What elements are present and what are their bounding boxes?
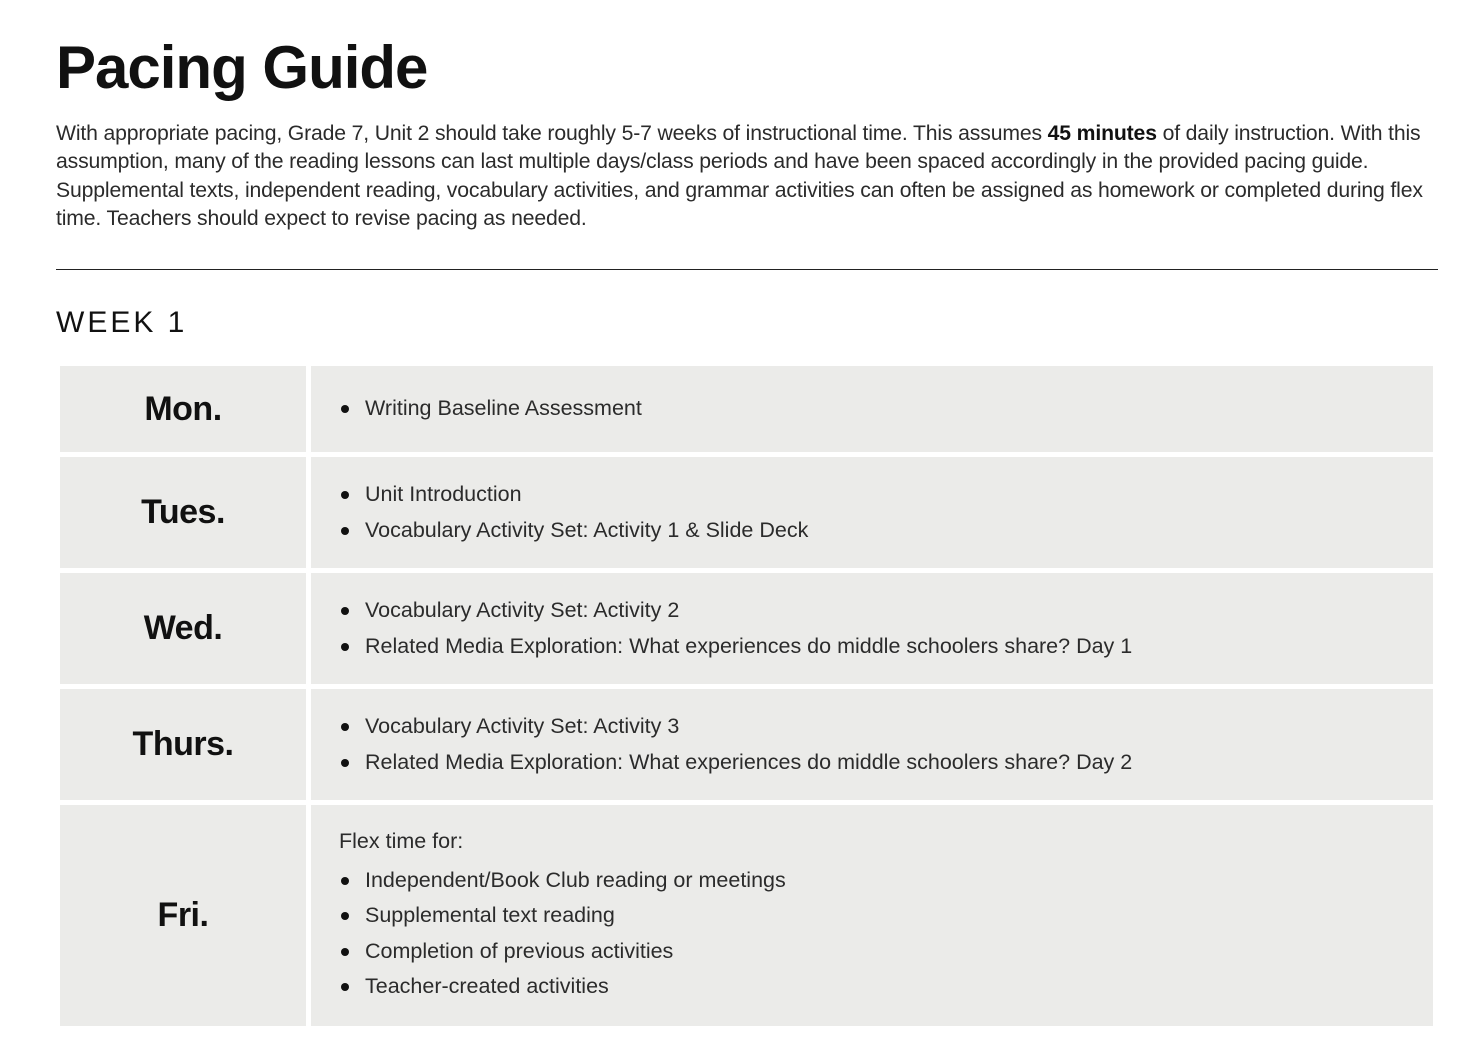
intro-text-after: of daily instruction. With this assumption, many of the reading lessons can last multiple days/class periods and have been spaced accordingly in the provided pacing guide. Supplemental texts, independent reading, vocabulary activities, and grammar activities can often be assigned as homework or completed during flex time. Teachers should expect to revise pacing as needed. bbox=[56, 122, 1423, 230]
flex-time-intro: Flex time for: bbox=[339, 828, 464, 853]
schedule-row-fri bbox=[60, 805, 1433, 1026]
list-item bbox=[339, 969, 1433, 1005]
bullet-icon bbox=[341, 643, 349, 651]
list-item bbox=[339, 593, 1433, 629]
day-content-fri bbox=[311, 805, 1433, 1026]
activity-text: Unit Introduction bbox=[365, 482, 522, 506]
activity-text: Vocabulary Activity Set: Activity 3 bbox=[365, 714, 680, 738]
bullet-icon bbox=[341, 948, 349, 956]
bullet-icon bbox=[341, 607, 349, 615]
week-heading: WEEK 1 bbox=[56, 306, 188, 339]
bullet-icon bbox=[341, 527, 349, 535]
activity-text: Supplemental text reading bbox=[365, 903, 615, 927]
bullet-icon bbox=[341, 912, 349, 920]
list-item bbox=[339, 934, 1433, 970]
bullet-icon bbox=[341, 405, 349, 413]
activity-text: Writing Baseline Assessment bbox=[365, 396, 642, 421]
day-label-mon: Mon. bbox=[60, 366, 306, 452]
day-content-mon bbox=[311, 366, 1433, 452]
activity-list bbox=[339, 709, 1433, 780]
page-title: Pacing Guide bbox=[56, 34, 428, 101]
activity-list bbox=[339, 863, 1433, 1005]
day-label-tues: Tues. bbox=[60, 457, 306, 568]
schedule-row-tues bbox=[60, 457, 1433, 568]
bullet-icon bbox=[341, 877, 349, 885]
bullet-icon bbox=[341, 723, 349, 731]
day-label-wed: Wed. bbox=[60, 573, 306, 684]
schedule-row-thurs bbox=[60, 689, 1433, 800]
schedule-row-mon bbox=[60, 366, 1433, 452]
bullet-icon bbox=[341, 983, 349, 991]
activity-list bbox=[339, 593, 1433, 664]
activity-list bbox=[339, 391, 1433, 427]
intro-paragraph bbox=[56, 120, 1440, 233]
day-content-tues bbox=[311, 457, 1433, 568]
day-content-wed bbox=[311, 573, 1433, 684]
day-content-thurs bbox=[311, 689, 1433, 800]
list-item bbox=[339, 863, 1433, 899]
list-item bbox=[339, 391, 1433, 427]
bullet-icon bbox=[341, 491, 349, 499]
list-item bbox=[339, 477, 1433, 513]
section-divider bbox=[56, 269, 1438, 270]
list-item bbox=[339, 629, 1433, 665]
activity-list bbox=[339, 477, 1433, 548]
activity-text: Completion of previous activities bbox=[365, 938, 674, 963]
activity-text: Vocabulary Activity Set: Activity 2 bbox=[365, 598, 680, 622]
activity-text: Teacher-created activities bbox=[365, 974, 609, 998]
list-item bbox=[339, 513, 1433, 549]
intro-emphasis: 45 minutes bbox=[1047, 122, 1157, 145]
activity-text: Vocabulary Activity Set: Activity 1 & Slide Deck bbox=[365, 517, 809, 542]
activity-text: Independent/Book Club reading or meetings bbox=[365, 867, 786, 892]
bullet-icon bbox=[341, 759, 349, 767]
intro-text-before: With appropriate pacing, Grade 7, Unit 2 should take roughly 5-7 weeks of instructional time. This assumes bbox=[56, 122, 1048, 145]
list-item bbox=[339, 745, 1433, 781]
activity-text: Related Media Exploration: What experiences do middle schoolers share? Day 2 bbox=[365, 749, 1133, 774]
schedule-row-wed bbox=[60, 573, 1433, 684]
week-schedule-table bbox=[60, 366, 1433, 1031]
list-item bbox=[339, 709, 1433, 745]
activity-text: Related Media Exploration: What experiences do middle schoolers share? Day 1 bbox=[365, 633, 1133, 658]
day-label-fri: Fri. bbox=[60, 805, 306, 1026]
day-label-thurs: Thurs. bbox=[60, 689, 306, 800]
list-item bbox=[339, 898, 1433, 934]
